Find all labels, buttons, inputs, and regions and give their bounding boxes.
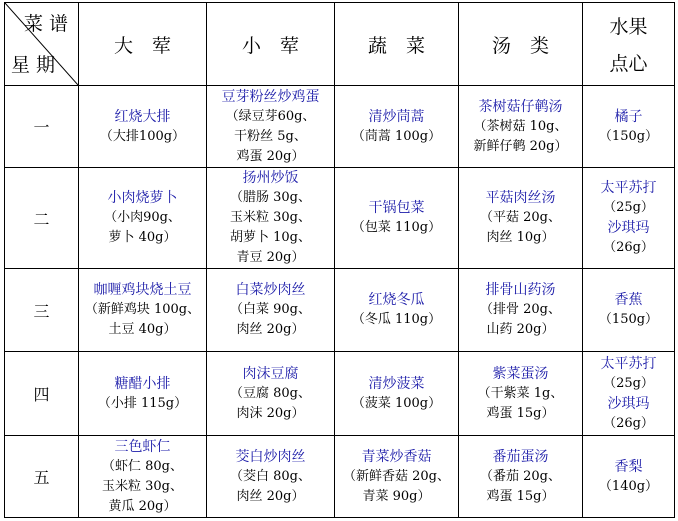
dish-ingredients: 土豆 40g）: [108, 322, 177, 337]
dish-name: 干锅包菜: [368, 200, 425, 216]
header-row: [5, 3, 675, 86]
table-row: [5, 86, 675, 168]
dish-ingredients: （腊肠 30g、: [230, 190, 311, 205]
dish-name: 茭白炒肉丝: [235, 448, 306, 465]
dish-ingredients: 新鲜仔鹌 20g）: [473, 138, 568, 154]
fruit-snack-cell: [583, 352, 675, 436]
dish-ingredients: （茭白 80g、: [230, 468, 311, 484]
dish-name: 三色虾仁: [114, 438, 171, 455]
dish-ingredients: 山药 20g）: [486, 322, 555, 337]
fruit-snack-amount: （150g）: [598, 128, 659, 144]
fruit-snack-name: 沙琪玛: [607, 395, 650, 412]
dish-ingredients: 萝卜 40g）: [108, 230, 177, 245]
dish-ingredients: （平菇 20g、: [480, 210, 561, 225]
vegetable-dish-cell: [335, 86, 459, 168]
da-hun-dish-cell: [79, 86, 207, 168]
vegetable-dish-cell: [335, 168, 459, 269]
dish-ingredients: （新鲜香菇 20g、: [343, 468, 450, 484]
column-header-vegetables: 蔬 菜: [335, 3, 459, 86]
dish-name: 咖喱鸡块烧土豆: [93, 282, 192, 298]
dish-ingredients: 干粉丝 5g、: [234, 128, 307, 144]
xiao-hun-dish-cell: [207, 86, 335, 168]
fruit-snack-amount: （25g）: [603, 375, 654, 391]
weekday-cell: 四: [5, 352, 79, 436]
dish-ingredients: （小肉90g、: [104, 210, 181, 225]
fruit-snack-cell: [583, 269, 675, 352]
fruit-snack-cell: [583, 436, 675, 518]
weekday-cell: 五: [5, 436, 79, 518]
fruit-header-line2: 点心: [609, 53, 648, 75]
fruit-snack-cell: [583, 168, 675, 269]
soup-dish-cell: [459, 168, 583, 269]
fruit-snack-amount: （26g）: [603, 415, 654, 431]
fruit-snack-cell: [583, 86, 675, 168]
fruit-snack-name: 香梨: [614, 458, 643, 475]
dish-ingredients: （虾仁 80g、: [102, 458, 183, 474]
corner-label-weekday: 星 期: [11, 54, 56, 76]
soup-dish-cell: [459, 269, 583, 352]
column-header-xiao-hun: 小 荤: [207, 3, 335, 86]
dish-ingredients: 青菜 90g）: [362, 488, 431, 504]
corner-header-cell: [5, 3, 79, 86]
dish-ingredients: （排骨 20g、: [480, 302, 561, 317]
dish-name: 红烧大排: [114, 108, 171, 125]
dish-ingredients: （茶树菇 10g、: [473, 118, 568, 134]
dish-name: 清炒茼蒿: [368, 108, 425, 125]
table-row: [5, 436, 675, 518]
dish-ingredients: 肉丝 20g）: [236, 488, 305, 504]
weekday-cell: 三: [5, 269, 79, 352]
dish-name: 小肉烧萝卜: [107, 190, 178, 206]
dish-name: 扬州炒饭: [242, 170, 299, 186]
dish-ingredients: 青豆 20g）: [236, 250, 305, 265]
dish-ingredients: 肉丝 10g）: [486, 230, 555, 245]
dish-name: 排骨山药汤: [485, 282, 556, 298]
vegetable-dish-cell: [335, 269, 459, 352]
dish-ingredients: 黄瓜 20g）: [108, 498, 177, 514]
table-row: [5, 352, 675, 436]
weekday-cell: 一: [5, 86, 79, 168]
fruit-snack-name: 沙琪玛: [607, 220, 650, 236]
table-row: [5, 269, 675, 352]
dish-ingredients: （冬瓜 110g）: [351, 312, 442, 327]
weekly-menu-table: [4, 2, 675, 518]
dish-ingredients: （菠菜 100g）: [351, 395, 442, 411]
dish-ingredients: 鸡蛋 15g）: [486, 405, 555, 421]
dish-name: 白菜炒肉丝: [235, 282, 306, 298]
dish-name: 红烧冬瓜: [368, 292, 425, 308]
dish-name: 糖醋小排: [114, 375, 171, 392]
dish-name: 豆芽粉丝炒鸡蛋: [221, 88, 320, 105]
dish-ingredients: 鸡蛋 15g）: [486, 488, 555, 504]
vegetable-dish-cell: [335, 436, 459, 518]
soup-dish-cell: [459, 86, 583, 168]
column-header-soups: 汤 类: [459, 3, 583, 86]
da-hun-dish-cell: [79, 269, 207, 352]
fruit-header-line1: 水果: [609, 16, 648, 38]
column-header-da-hun: 大 荤: [79, 3, 207, 86]
corner-label-menu: 菜 谱: [23, 13, 68, 35]
dish-ingredients: 胡萝卜 10g、: [230, 230, 311, 245]
dish-name: 番茄蛋汤: [492, 448, 549, 465]
dish-name: 平菇肉丝汤: [485, 190, 556, 206]
soup-dish-cell: [459, 436, 583, 518]
fruit-snack-name: 太平苏打: [600, 180, 657, 196]
fruit-snack-amount: （25g）: [603, 200, 654, 215]
column-header-fruit-snack: [583, 3, 675, 86]
weekday-cell: 二: [5, 168, 79, 269]
dish-ingredients: （绿豆芽60g、: [225, 108, 316, 124]
dish-name: 清炒菠菜: [368, 375, 425, 392]
dish-ingredients: 肉沫 20g）: [236, 405, 305, 421]
da-hun-dish-cell: [79, 436, 207, 518]
vegetable-dish-cell: [335, 352, 459, 436]
dish-name: 茶树菇仔鹌汤: [478, 98, 563, 115]
dish-ingredients: （豆腐 80g、: [230, 385, 311, 401]
dish-ingredients: （番茄 20g、: [480, 468, 561, 484]
dish-ingredients: （小排 115g）: [97, 395, 188, 411]
soup-dish-cell: [459, 352, 583, 436]
dish-ingredients: 肉丝 20g）: [236, 322, 305, 337]
dish-ingredients: 鸡蛋 20g）: [236, 148, 305, 164]
xiao-hun-dish-cell: [207, 436, 335, 518]
fruit-snack-name: 太平苏打: [600, 355, 657, 372]
dish-ingredients: （茼蒿 100g）: [351, 128, 442, 144]
dish-name: 青菜炒香菇: [361, 448, 432, 465]
xiao-hun-dish-cell: [207, 269, 335, 352]
fruit-snack-amount: （150g）: [598, 312, 659, 327]
fruit-snack-amount: （140g）: [598, 478, 659, 494]
xiao-hun-dish-cell: [207, 168, 335, 269]
dish-name: 肉沫豆腐: [242, 365, 299, 382]
dish-ingredients: （白菜 90g、: [230, 302, 311, 317]
da-hun-dish-cell: [79, 168, 207, 269]
dish-ingredients: （包菜 110g）: [351, 220, 442, 235]
da-hun-dish-cell: [79, 352, 207, 436]
fruit-snack-name: 橘子: [614, 108, 643, 125]
fruit-snack-name: 香蕉: [614, 292, 643, 308]
dish-ingredients: （新鲜鸡块 100g、: [84, 302, 201, 317]
dish-ingredients: （干紫菜 1g、: [477, 385, 564, 401]
xiao-hun-dish-cell: [207, 352, 335, 436]
dish-ingredients: 玉米粒 30g、: [102, 478, 183, 494]
dish-ingredients: 玉米粒 30g、: [230, 210, 311, 225]
table-row: [5, 168, 675, 269]
dish-name: 紫菜蛋汤: [492, 365, 549, 382]
fruit-snack-amount: （26g）: [603, 240, 654, 255]
dish-ingredients: （大排100g）: [99, 128, 186, 144]
